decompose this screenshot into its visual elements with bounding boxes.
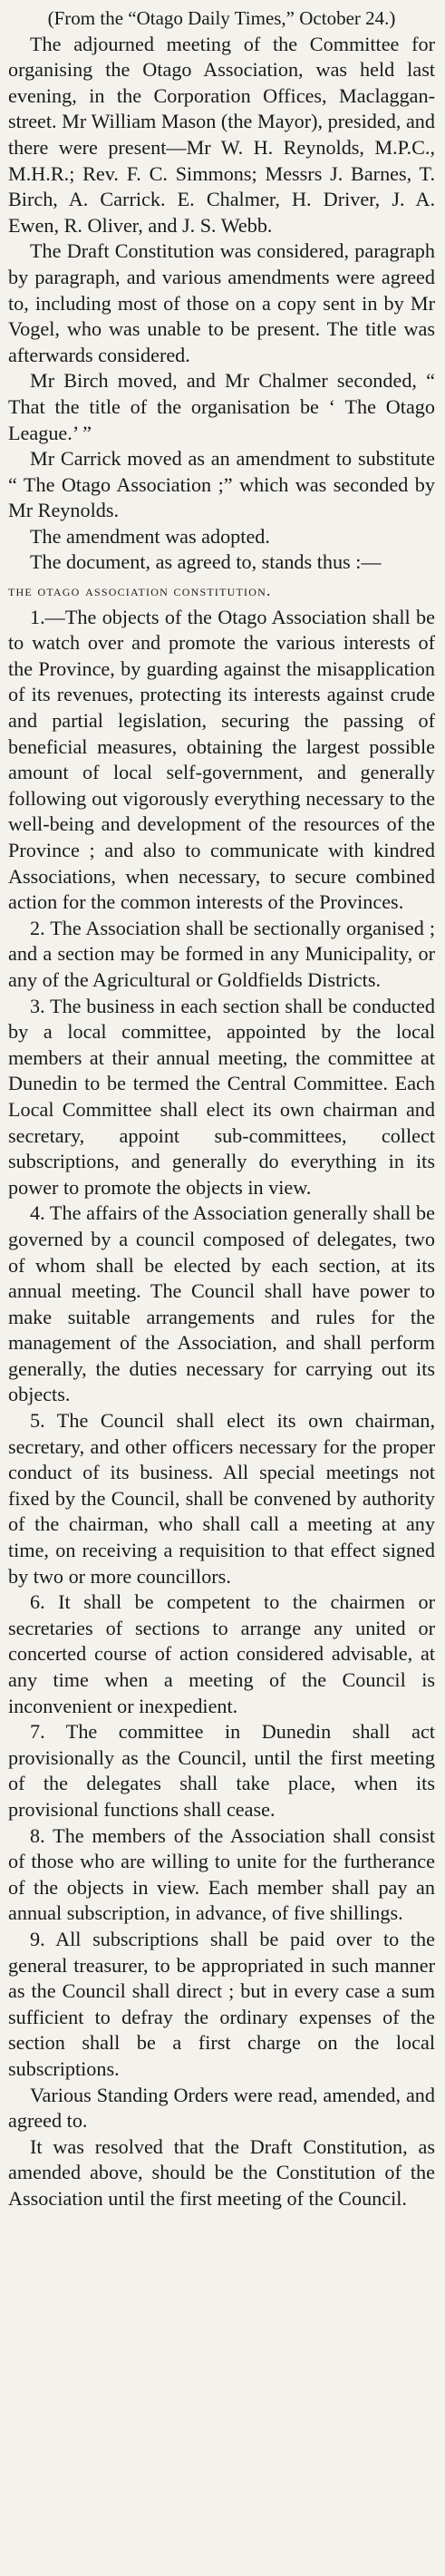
newspaper-article — [5, 0, 440, 2211]
article-source-line: (From the “Otago Daily Times,” October 24.) — [47, 7, 396, 29]
intro-paragraph: The adjourned meeting of the Committee for organising the Otago Association, was held last evening, in the Corporation Offices, Maclaggan-street. Mr William Mason (the Mayor), presided, and there were present—Mr W. H. Reynolds, M.P.C., M.H.R.; Rev. F. C. Simmons; Messrs J. Barnes, T. Birch, A. Carrick. E. Chalmer, H. Driver, J. A. Ewen, R. Oliver, and J. S. Webb. — [8, 32, 435, 237]
constitution-article: 5. The Council shall elect its own chairman, secretary, and other officers necessary for the proper conduct of its business. All special meetings not fixed by the Council, shall be convened by authority of the chairman, who shall call a meeting at any time, on receiving a requisition to that effect signed by two or more councillors. — [8, 1409, 435, 1588]
constitution-heading: the otago association constitution. — [8, 581, 272, 600]
intro-paragraph: The document, as agreed to, stands thus :— — [30, 550, 382, 574]
closing-paragraph: Various Standing Orders were read, amended, and agreed to. — [8, 2083, 435, 2133]
closing-paragraph: It was resolved that the Draft Constitution, as amended above, should be the Constitution of the Association until the first meeting of the Council. — [8, 2134, 435, 2210]
constitution-article: 9. All subscriptions shall be paid over to the general treasurer, to be appropriated in such manner as the Council shall direct ; but in every case a sum sufficient to defray the ordinary expenses of the section shall be a first charge on the local subscriptions. — [8, 1927, 435, 2080]
constitution-article: 8. The members of the Association shall consist of those who are willing to unite for the furtherance of the objects in view. Each member shall pay an annual subscription, in advance, of five shillings. — [8, 1823, 435, 1925]
constitution-article: 7. The committee in Dunedin shall act provisionally as the Council, until the first meeting of the delegates shall take place, when its provisional functions shall cease. — [8, 1720, 435, 1821]
constitution-article: 3. The business in each section shall be conducted by a local committee, appointed by the local members at their annual meeting, the committee at Dunedin to be termed the Central Committee. Each Local Committee shall elect its own chairman and secretary, appoint sub-committees, collect subscriptions, and generally do everything in its power to promote the objects in view. — [8, 994, 435, 1199]
intro-paragraph: Mr Carrick moved as an amendment to substitute “ The Otago Association ;” which was seconded by Mr Reynolds. — [8, 447, 435, 522]
intro-paragraph: Mr Birch moved, and Mr Chalmer seconded, “ That the title of the organisation be ‘ The Otago League.’ ” — [8, 369, 435, 444]
intro-paragraph: The amendment was adopted. — [30, 524, 270, 548]
constitution-article: 4. The affairs of the Association generally shall be governed by a council composed of delegates, two of whom shall be elected by each section, at its annual meeting. The Council shall have power to make suitable arrangements and rules for the management of the Association, and shall perform generally, the duties necessary for carrying out its objects. — [8, 1201, 435, 1406]
constitution-article: 1.—The objects of the Otago Association shall be to watch over and promote the various interests of the Province, by guarding against the misapplication of its revenues, protecting its interests against crude and partial legislation, securing the passing of beneficial measures, obtaining the largest possible amount of local self-government, and generally following out vigorously everything necessary to the well-being and development of the resources of the Province ; and also to communicate with kindred Associations, when necessary, to secure combined action for the common interests of the Provinces. — [8, 605, 435, 914]
constitution-article: 2. The Association shall be sectionally organised ; and a section may be formed in any Municipality, or any of the Agricultural or Goldfields Districts. — [8, 916, 435, 991]
constitution-article: 6. It shall be competent to the chairmen or secretaries of sections to arrange any united or concerted course of action considered advisable, at any time when a meeting of the Council is inconvenient or inexpedient. — [8, 1590, 435, 1717]
intro-paragraph: The Draft Constitution was considered, paragraph by paragraph, and various amendments were agreed to, including most of those on a copy sent in by Mr Vogel, who was unable to be present. The title was afterwards considered. — [8, 239, 435, 366]
